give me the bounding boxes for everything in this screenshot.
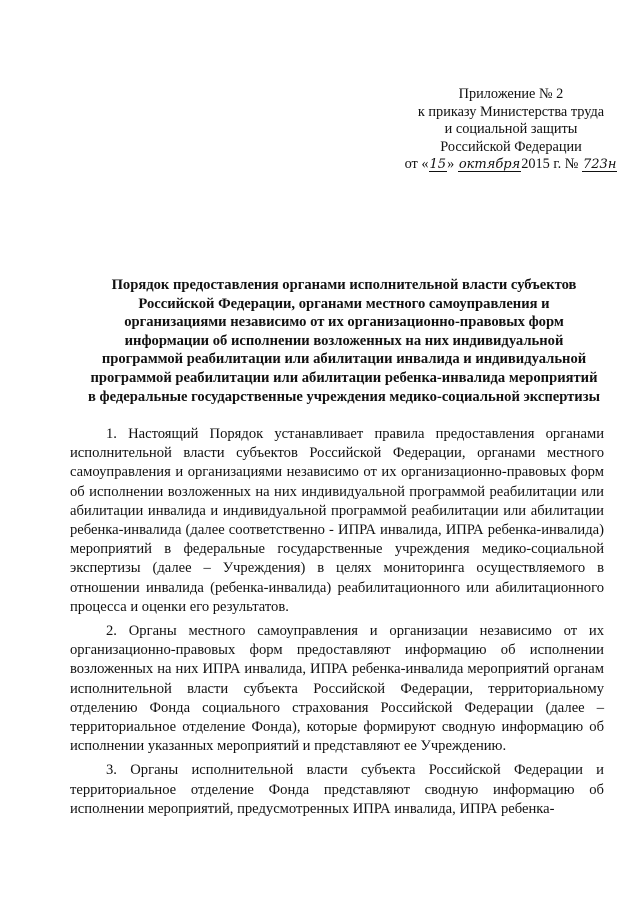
document-body (70, 425, 604, 824)
title-line: Российской Федерации, органами местного самоуправления и (138, 295, 550, 312)
order-date-line (396, 156, 626, 174)
title-line: программой реабилитации или абилитации инвалида и индивидуальной (101, 351, 587, 368)
appendix-header (396, 86, 626, 174)
paragraph-3: 3. Органы исполнительной власти субъекта Российской Федерации и территориальное отделение Фонда представляют сводную информацию об исполнении мероприятий, предусмотренных ИПРА инвалида, ИПРА ребенка- (70, 762, 604, 817)
appendix-line-3: и социальной защиты (444, 121, 578, 138)
date-prefix: от « (404, 156, 429, 173)
handwritten-month: октября (458, 157, 521, 173)
appendix-line-1: Приложение № 2 (458, 86, 564, 102)
date-mid: » (447, 156, 458, 173)
handwritten-order-number: 723н (583, 157, 617, 173)
title-line: в федеральные государственные учреждения медико-социальной экспертизы (88, 388, 600, 405)
title-line: Порядок предоставления органами исполнительной власти субъектов (111, 277, 577, 293)
document-title (64, 276, 624, 406)
appendix-line-4: Российской Федерации (440, 138, 582, 155)
title-line: информации об исполнении возложенных на них индивидуальной (124, 332, 564, 349)
handwritten-day: 15 (429, 157, 447, 173)
paragraph-2: 2. Органы местного самоуправления и организации независимо от их организационно-правовых форм предоставляют информацию об исполнении возложенных на них ИПРА инвалида, ИПРА ребенка-инвалида мероприятий органам исполнительной власти субъекта Российской Федерации, территориальному отделению Фонда социального страхования Российской Федерации (далее – территориальное отделение Фонда), которые формируют сводную информацию об исполнении указанных мероприятий и представляют ее Учреждению. (70, 623, 604, 755)
paragraph-1: 1. Настоящий Порядок устанавливает правила предоставления органами исполнительной власти субъектов Российской Федерации, органами местного самоуправления и организациями независимо от их организационно-правовых форм об исполнении возложенных на них индивидуальной программой реабилитации или абилитации инвалида и индивидуальной программой реабилитации или абилитации ребенка-инвалида (далее соответственно - ИПРА инвалида, ИПРА ребенка-инвалида) мероприятий в федеральные государственные учреждения медико-социальной экспертизы (далее – Учреждения) в целях мониторинга осуществляемого в отношении инвалида (ребенка-инвалида) реабилитационного или абилитационного процесса и оценки его результатов. (70, 426, 604, 615)
title-line: организациями независимо от их организационно-правовых форм (124, 314, 564, 331)
date-year: 2015 г. № (521, 156, 579, 173)
title-line: программой реабилитации или абилитации ребенка-инвалида мероприятий (90, 369, 598, 386)
appendix-line-2: к приказу Министерства труда (417, 103, 605, 120)
